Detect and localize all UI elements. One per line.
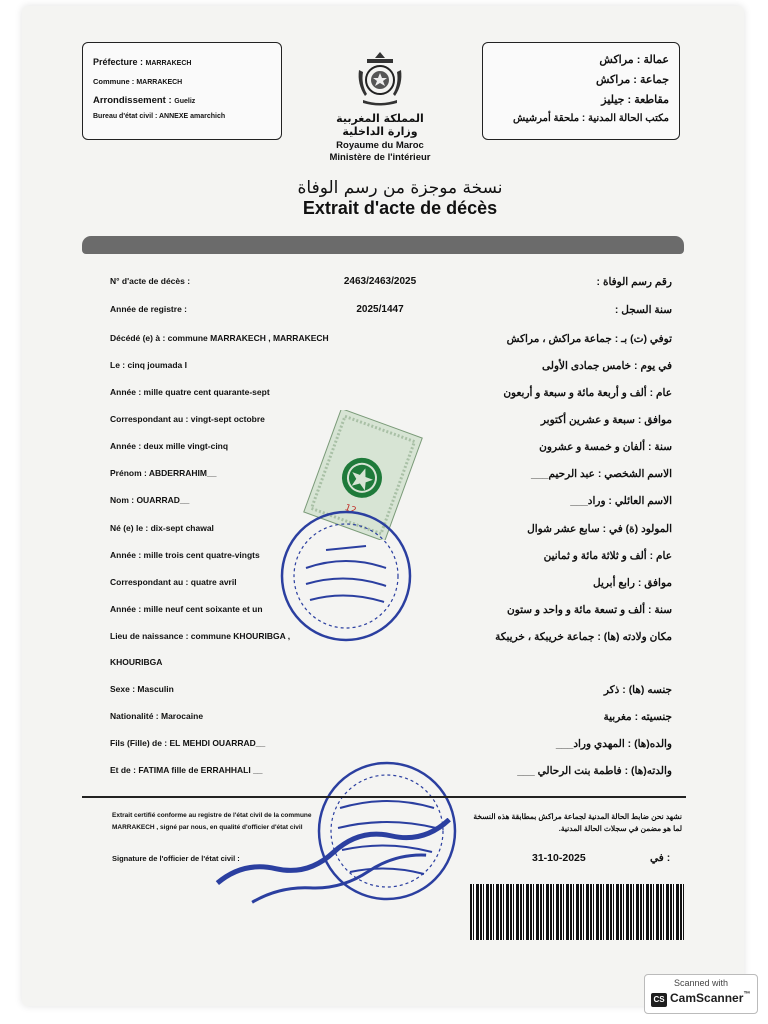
svg-text:12: 12 <box>343 503 358 517</box>
field-fr: Année : mille quatre cent quarante-sept <box>110 387 270 397</box>
field-fr: KHOURIBGA <box>110 657 163 667</box>
field-fr: Prénom : ABDERRAHIM__ <box>110 468 217 478</box>
field-ar: والده(ها) : المهدي وراد___ <box>555 738 672 750</box>
field-fr: Décédé (e) à : commune MARRAKECH , MARRAKECH <box>110 333 329 343</box>
arrondissement-line <box>93 95 195 106</box>
field-row <box>0 711 768 725</box>
field-ar: موافق : سبعة و عشرين أكتوبر <box>540 414 672 426</box>
signature-label: Signature de l'officier de l'état civil : <box>112 854 240 863</box>
field-fr: N° d'acte de décès : <box>110 276 191 286</box>
field-ar: سنة السجل : <box>614 304 672 316</box>
field-row <box>0 276 768 290</box>
field-fr: Année : mille neuf cent soixante et un <box>110 604 263 614</box>
field-fr: Et de : FATIMA fille de ERRAHHALI __ <box>110 765 263 775</box>
camscanner-watermark <box>644 974 758 1014</box>
field-row <box>0 360 768 374</box>
certification-ar-1: نشهد نحن ضابط الحالة المدنية لجماعة مراكش بمطابقة هذه النسخة <box>473 812 682 821</box>
field-fr: Lieu de naissance : commune KHOURIBGA , <box>110 631 291 641</box>
trademark-symbol: ™ <box>743 991 751 998</box>
bureau-label: Bureau d'état civil : <box>93 113 158 120</box>
prefecture-label: Préfecture : <box>93 57 144 67</box>
field-fr: Nom : OUARRAD__ <box>110 495 190 505</box>
field-ar: جنسيته : مغربية <box>603 711 672 723</box>
field-fr: Le : cinq joumada I <box>110 360 187 370</box>
certification-fr-1: Extrait certifié conforme au registre de l'état civil de la commune <box>112 812 312 819</box>
field-fr: Année : deux mille vingt-cinq <box>110 441 229 451</box>
arrondissement-value: Gueliz <box>174 98 196 105</box>
footer-rule <box>82 796 686 798</box>
field-value: 2463/2463/2025 <box>343 276 417 287</box>
field-row <box>0 304 768 318</box>
coat-of-arms-icon <box>355 50 405 108</box>
header-right-box <box>482 42 680 140</box>
camscanner-name <box>670 991 750 1005</box>
official-round-stamp-icon <box>276 506 416 646</box>
field-fr: Correspondant au : vingt-sept octobre <box>110 414 265 424</box>
officer-signature-stamp-icon <box>206 818 466 910</box>
bureau-value: ANNEXE amarchich <box>158 113 226 120</box>
kingdom-ar: المملكة المغربية <box>336 112 424 125</box>
bureau-ar: مكتب الحالة المدنية : ملحقة أمرشيش <box>512 113 669 124</box>
field-fr: Année : mille trois cent quatre-vingts <box>110 550 260 560</box>
field-ar: جنسه (ها) : ذكر <box>603 684 672 696</box>
commune-label: Commune : <box>93 77 135 86</box>
field-row <box>0 684 768 698</box>
field-fr: Correspondant au : quatre avril <box>110 577 237 587</box>
issue-date: 31-10-2025 <box>532 852 586 864</box>
camscanner-name-text: CamScanner <box>670 991 744 1005</box>
kingdom-fr: Royaume du Maroc <box>336 140 424 151</box>
field-ar: موافق : رابع أبريل <box>593 577 672 589</box>
prefecture-ar: عمالة : مراكش <box>599 54 669 66</box>
commune-value: MARRAKECH <box>136 79 183 86</box>
field-ar: المولود (ة) في : سابع عشر شوال <box>527 523 672 535</box>
field-ar: سنة : ألفان و خمسة و عشرون <box>539 441 672 453</box>
arrondissement-ar: مقاطعة : جيليز <box>601 94 669 106</box>
field-ar: الاسم الشخصي : عبد الرحيم___ <box>531 468 672 480</box>
arrondissement-label: Arrondissement : <box>93 95 172 106</box>
title-ar: نسخة موجزة من رسم الوفاة <box>297 178 503 198</box>
field-row <box>0 657 768 671</box>
title-fr: Extrait d'acte de décès <box>302 198 498 218</box>
header-band <box>82 236 684 254</box>
field-ar: في يوم : خامس جمادى الأولى <box>542 360 672 372</box>
header-left-box <box>82 42 282 140</box>
commune-line <box>93 77 182 86</box>
barcode <box>470 884 684 940</box>
field-value: 2025/1447 <box>356 304 404 315</box>
camscanner-logo-icon: CS <box>651 993 667 1007</box>
field-ar: الاسم العائلي : وراد___ <box>570 495 672 507</box>
prefecture-line <box>93 57 191 67</box>
prefecture-value: MARRAKECH <box>145 60 192 67</box>
field-fr: Année de registre : <box>110 304 187 314</box>
field-fr: Né (e) le : dix-sept chawal <box>110 523 214 533</box>
ministry-fr: Ministère de l'intérieur <box>329 152 431 163</box>
field-fr: Nationalité : Marocaine <box>110 711 204 721</box>
field-ar: والدته(ها) : فاطمة بنت الرحالي ___ <box>517 765 672 777</box>
field-ar: مكان ولادته (ها) : جماعة خريبكة ، خريبكة <box>495 631 672 643</box>
certification-fr-2: MARRAKECH , signé par nous, en qualité d'officier d'état civil <box>112 824 303 831</box>
field-ar: رقم رسم الوفاة : <box>596 276 672 288</box>
ministry-ar: وزارة الداخلية <box>342 125 418 138</box>
field-row <box>0 333 768 347</box>
scanned-with-text: Scanned with <box>673 978 729 988</box>
field-ar: عام : ألف و أربعة مائة و سبعة و أربعون <box>503 387 672 399</box>
issue-date-label-ar: في : <box>650 852 671 864</box>
field-ar: عام : ألف و ثلاثة مائة و ثمانين <box>543 550 672 562</box>
field-fr: Sexe : Masculin <box>110 684 174 694</box>
field-row <box>0 738 768 752</box>
bureau-line <box>93 113 225 120</box>
certification-ar-2: لما هو مضمن في سجلات الحالة المدنية. <box>558 824 682 833</box>
commune-ar: جماعة : مراكش <box>595 74 669 86</box>
field-fr: Fils (Fille) de : EL MEHDI OUARRAD__ <box>110 738 266 748</box>
field-ar: سنة : ألف و تسعة مائة و واحد و ستون <box>507 604 672 616</box>
field-row <box>0 387 768 401</box>
field-ar: توفي (ت) بـ : جماعة مراكش ، مراكش <box>506 333 672 345</box>
